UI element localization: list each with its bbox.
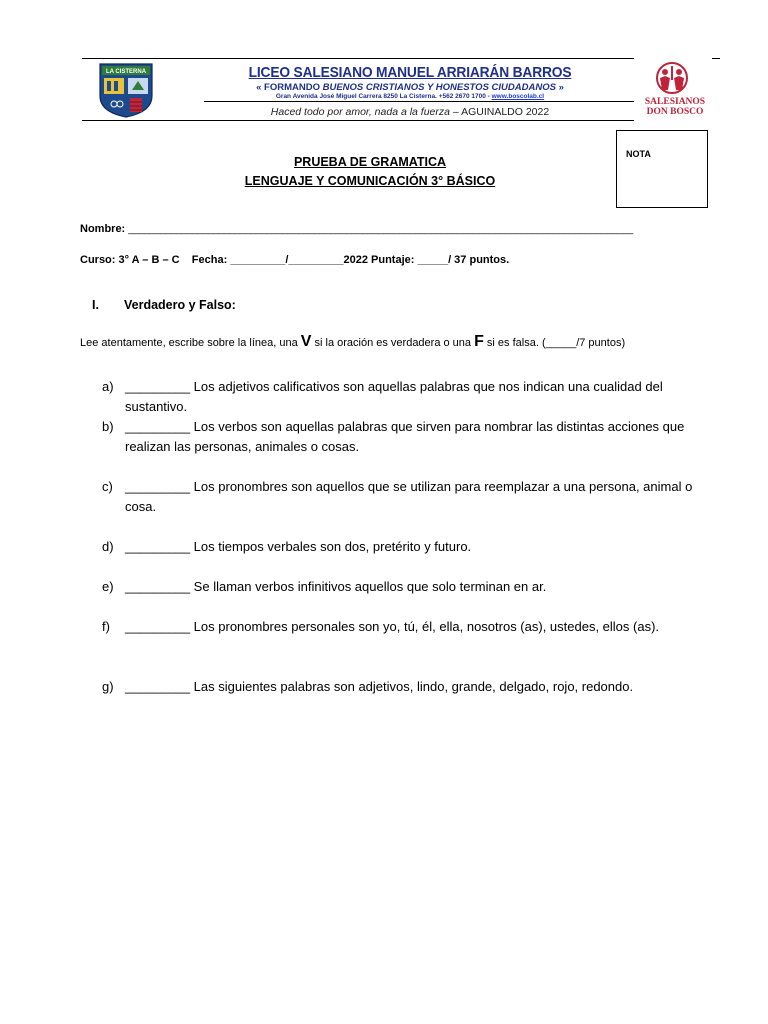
school-motto xyxy=(200,82,620,93)
section-number: I. xyxy=(92,298,99,312)
item-text: _________ Se llaman verbos infinitivos aquellos que solo terminan en ar. xyxy=(125,579,547,594)
item-text: _________ Los pronombres son aquellos que se utilizan para reemplazar a una persona, animal o cosa. xyxy=(125,479,693,514)
curso-label: Curso: xyxy=(80,254,116,266)
logo-line-1: SALESIANOS xyxy=(644,97,706,107)
item-text: _________ Los tiempos verbales son dos, pretérito y futuro. xyxy=(125,539,472,554)
address-text: Gran Avenida José Miguel Carrera 8250 La Cisterna. +562 2670 1700 - xyxy=(275,93,492,100)
question-item-g[interactable] xyxy=(102,677,722,697)
nombre-field[interactable] xyxy=(80,223,633,235)
item-text: _________ Las siguientes palabras son adjetivos, lindo, grande, delgado, rojo, redondo. xyxy=(125,679,634,694)
true-marker: V xyxy=(300,333,312,350)
item-letter: e) xyxy=(102,579,114,594)
crest-label: LA CISTERNA xyxy=(105,69,147,75)
school-crest-icon xyxy=(98,62,154,118)
school-address xyxy=(200,93,620,100)
logo-line-2: DON BOSCO xyxy=(646,107,704,117)
nombre-label: Nombre: xyxy=(80,223,126,235)
fecha-field[interactable]: _________/_________2022 xyxy=(227,254,368,266)
item-text: _________ Los verbos son aquellas palabras que sirven para nombrar las distintas acciones que realizan las personas, animales o cosas. xyxy=(125,419,685,454)
question-item-b[interactable] xyxy=(102,417,722,457)
item-letter: a) xyxy=(102,379,114,394)
item-letter: d) xyxy=(102,539,114,554)
item-letter: c) xyxy=(102,479,113,494)
header-bottom-rule xyxy=(82,120,634,121)
instructions-part-1: Lee atentamente, escribe sobre la línea, una xyxy=(80,337,301,349)
instructions xyxy=(80,333,720,352)
question-item-e[interactable] xyxy=(102,577,722,597)
question-item-f[interactable] xyxy=(102,617,722,637)
item-text: _________ Los adjetivos calificativos son aquellas palabras que nos indican una cualidad del sustantivo. xyxy=(125,379,663,414)
question-item-d[interactable] xyxy=(102,537,722,557)
section-title: Verdadero y Falso: xyxy=(124,298,236,312)
instructions-part-3: si es falsa. (_____/7 puntos) xyxy=(483,337,626,349)
nombre-line[interactable]: _______________________________________________________________________________________________ xyxy=(128,224,633,235)
header-middle-rule xyxy=(204,101,634,102)
school-name: LICEO SALESIANO MANUEL ARRIARÁN BARROS xyxy=(248,64,572,81)
puntaje-label: Puntaje: xyxy=(367,254,415,266)
curso-fecha-puntaje-row xyxy=(80,254,509,266)
fecha-label: Fecha: xyxy=(191,254,228,266)
curso-value: 3° A – B – C xyxy=(115,254,180,266)
tagline-italic: Haced todo por amor, nada a la fuerza xyxy=(270,106,450,118)
exam-subtitle: LENGUAJE Y COMUNICACIÓN 3° BÁSICO xyxy=(244,174,496,188)
item-letter: f) xyxy=(102,619,110,634)
tagline-rest: – AGUINALDO 2022 xyxy=(449,106,550,118)
tagline xyxy=(200,106,620,118)
header-top-rule-right xyxy=(712,58,720,59)
motto-suffix: » xyxy=(555,82,564,93)
header-top-rule xyxy=(82,58,634,59)
website-link[interactable]: www.boscolab.cl xyxy=(491,93,545,100)
question-item-a[interactable] xyxy=(102,377,722,417)
salesianos-logo-text xyxy=(634,97,716,117)
motto-prefix: « FORMANDO xyxy=(256,82,323,93)
instructions-part-2: si la oración es verdadera o una xyxy=(311,337,475,349)
grade-label: NOTA xyxy=(626,149,651,159)
question-item-c[interactable] xyxy=(102,477,722,517)
motto-italic: BUENOS CRISTIANOS Y HONESTOS CIUDADANOS xyxy=(322,82,556,93)
grade-box[interactable] xyxy=(616,130,708,208)
item-text: _________ Los pronombres personales son yo, tú, él, ella, nosotros (as), ustedes, ellos (as). xyxy=(125,619,660,634)
item-letter: g) xyxy=(102,679,114,694)
exam-title: PRUEBA DE GRAMATICA xyxy=(293,155,447,169)
salesianos-logo-icon xyxy=(648,60,696,96)
puntaje-field[interactable]: _____/ 37 puntos. xyxy=(414,254,510,266)
false-marker: F xyxy=(474,333,484,350)
item-letter: b) xyxy=(102,419,114,434)
